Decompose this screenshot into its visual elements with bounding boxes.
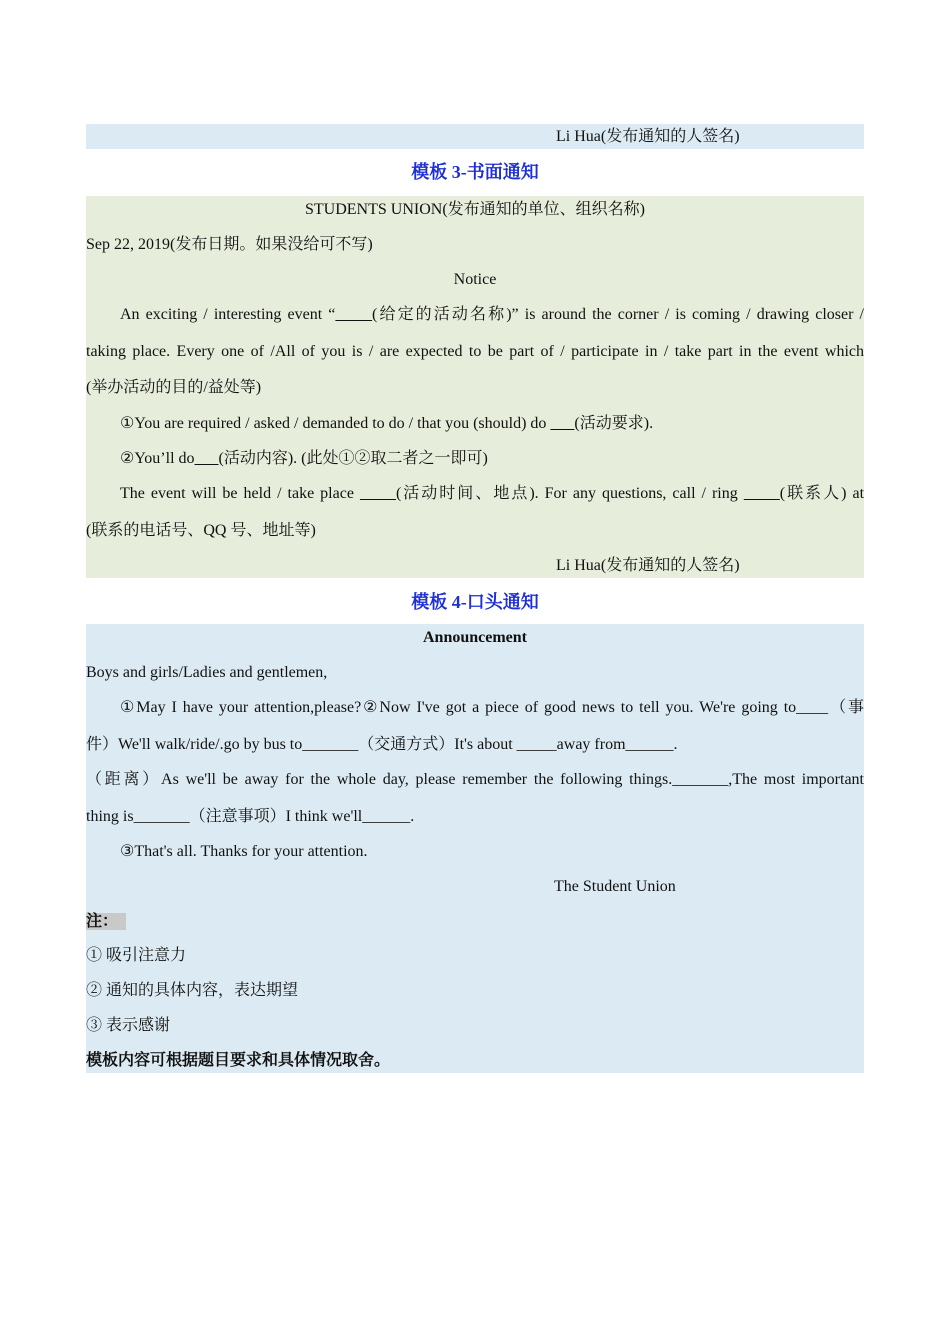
announcement-line-4: thing is_______（注意事项）I think we'll______. [86, 808, 415, 825]
text: (活动内容). (此处①②取二者之一即可) [218, 450, 488, 467]
text: ①You are required / asked / demanded to do / that you (should) do [120, 415, 551, 432]
note-final: 模板内容可根据题目要求和具体情况取舍。 [86, 1052, 391, 1069]
text: (给定的活动名称)” is around the corner / is coming / drawing closer / [372, 306, 864, 323]
announcement-line-1: ①May I have your attention,please?②Now I've got a piece of good news to tell you. We're going to____（事 [120, 699, 864, 716]
announcement-greeting: Boys and girls/Ladies and gentlemen, [86, 664, 328, 681]
text: (活动时间、地点). For any questions, call / ring [395, 485, 744, 502]
template3-heading: 模板 3-书面通知 [411, 162, 539, 182]
note-label-text: 注： [86, 913, 126, 930]
template3-block [86, 196, 864, 578]
template2-signature-block [86, 124, 864, 149]
announcement-line-2: 件）We'll walk/ride/.go by bus to_______（交通方式）It's about _____away from______. [86, 736, 678, 753]
blank [744, 485, 780, 502]
notice-paragraph-3-line-2: (联系的电话号、QQ 号、地址等) [86, 522, 316, 539]
notice-title: Notice [453, 271, 497, 288]
notice-paragraph-3-line-1 [86, 484, 864, 504]
notice-paragraph-1-line-1 [86, 305, 864, 325]
announcement-signature: The Student Union [554, 878, 676, 895]
notice-paragraph-1-line-3: (举办活动的目的/益处等) [86, 379, 262, 396]
template4-heading: 模板 4-口头通知 [411, 592, 539, 612]
note-item-2: ② 通知的具体内容，表达期望 [86, 982, 299, 999]
announcement-line-3: （距离）As we'll be away for the whole day, please remember the following things._______,The most important [86, 771, 864, 788]
text: (联系人) at [779, 485, 865, 502]
note-item-3: ③ 表示感谢 [86, 1017, 171, 1034]
template4-block [86, 624, 864, 1073]
blank [335, 306, 372, 323]
notice-option-2 [120, 449, 488, 469]
signature: Li Hua(发布通知的人签名) [556, 128, 740, 145]
blank [360, 485, 396, 502]
notice-paragraph-1-line-2: taking place. Every one of /All of you is / are expected to be part of / participate in / take part in the event which [86, 343, 864, 360]
text: An exciting / interesting event “ [120, 306, 336, 323]
notice-org: STUDENTS UNION(发布通知的单位、组织名称) [305, 201, 645, 218]
blank [195, 450, 219, 467]
blank [550, 415, 574, 432]
notice-option-1 [120, 414, 653, 434]
text: The event will be held / take place [120, 485, 360, 502]
note-label [86, 912, 126, 932]
notice-signature: Li Hua(发布通知的人签名) [556, 557, 740, 574]
text: ②You’ll do [120, 450, 195, 467]
announcement-title: Announcement [422, 629, 527, 646]
text: (活动要求). [574, 415, 654, 432]
notice-date: Sep 22, 2019(发布日期。如果没给可不写) [86, 236, 373, 253]
announcement-line-5: ③That's all. Thanks for your attention. [120, 843, 368, 860]
note-item-1: ① 吸引注意力 [86, 947, 187, 964]
